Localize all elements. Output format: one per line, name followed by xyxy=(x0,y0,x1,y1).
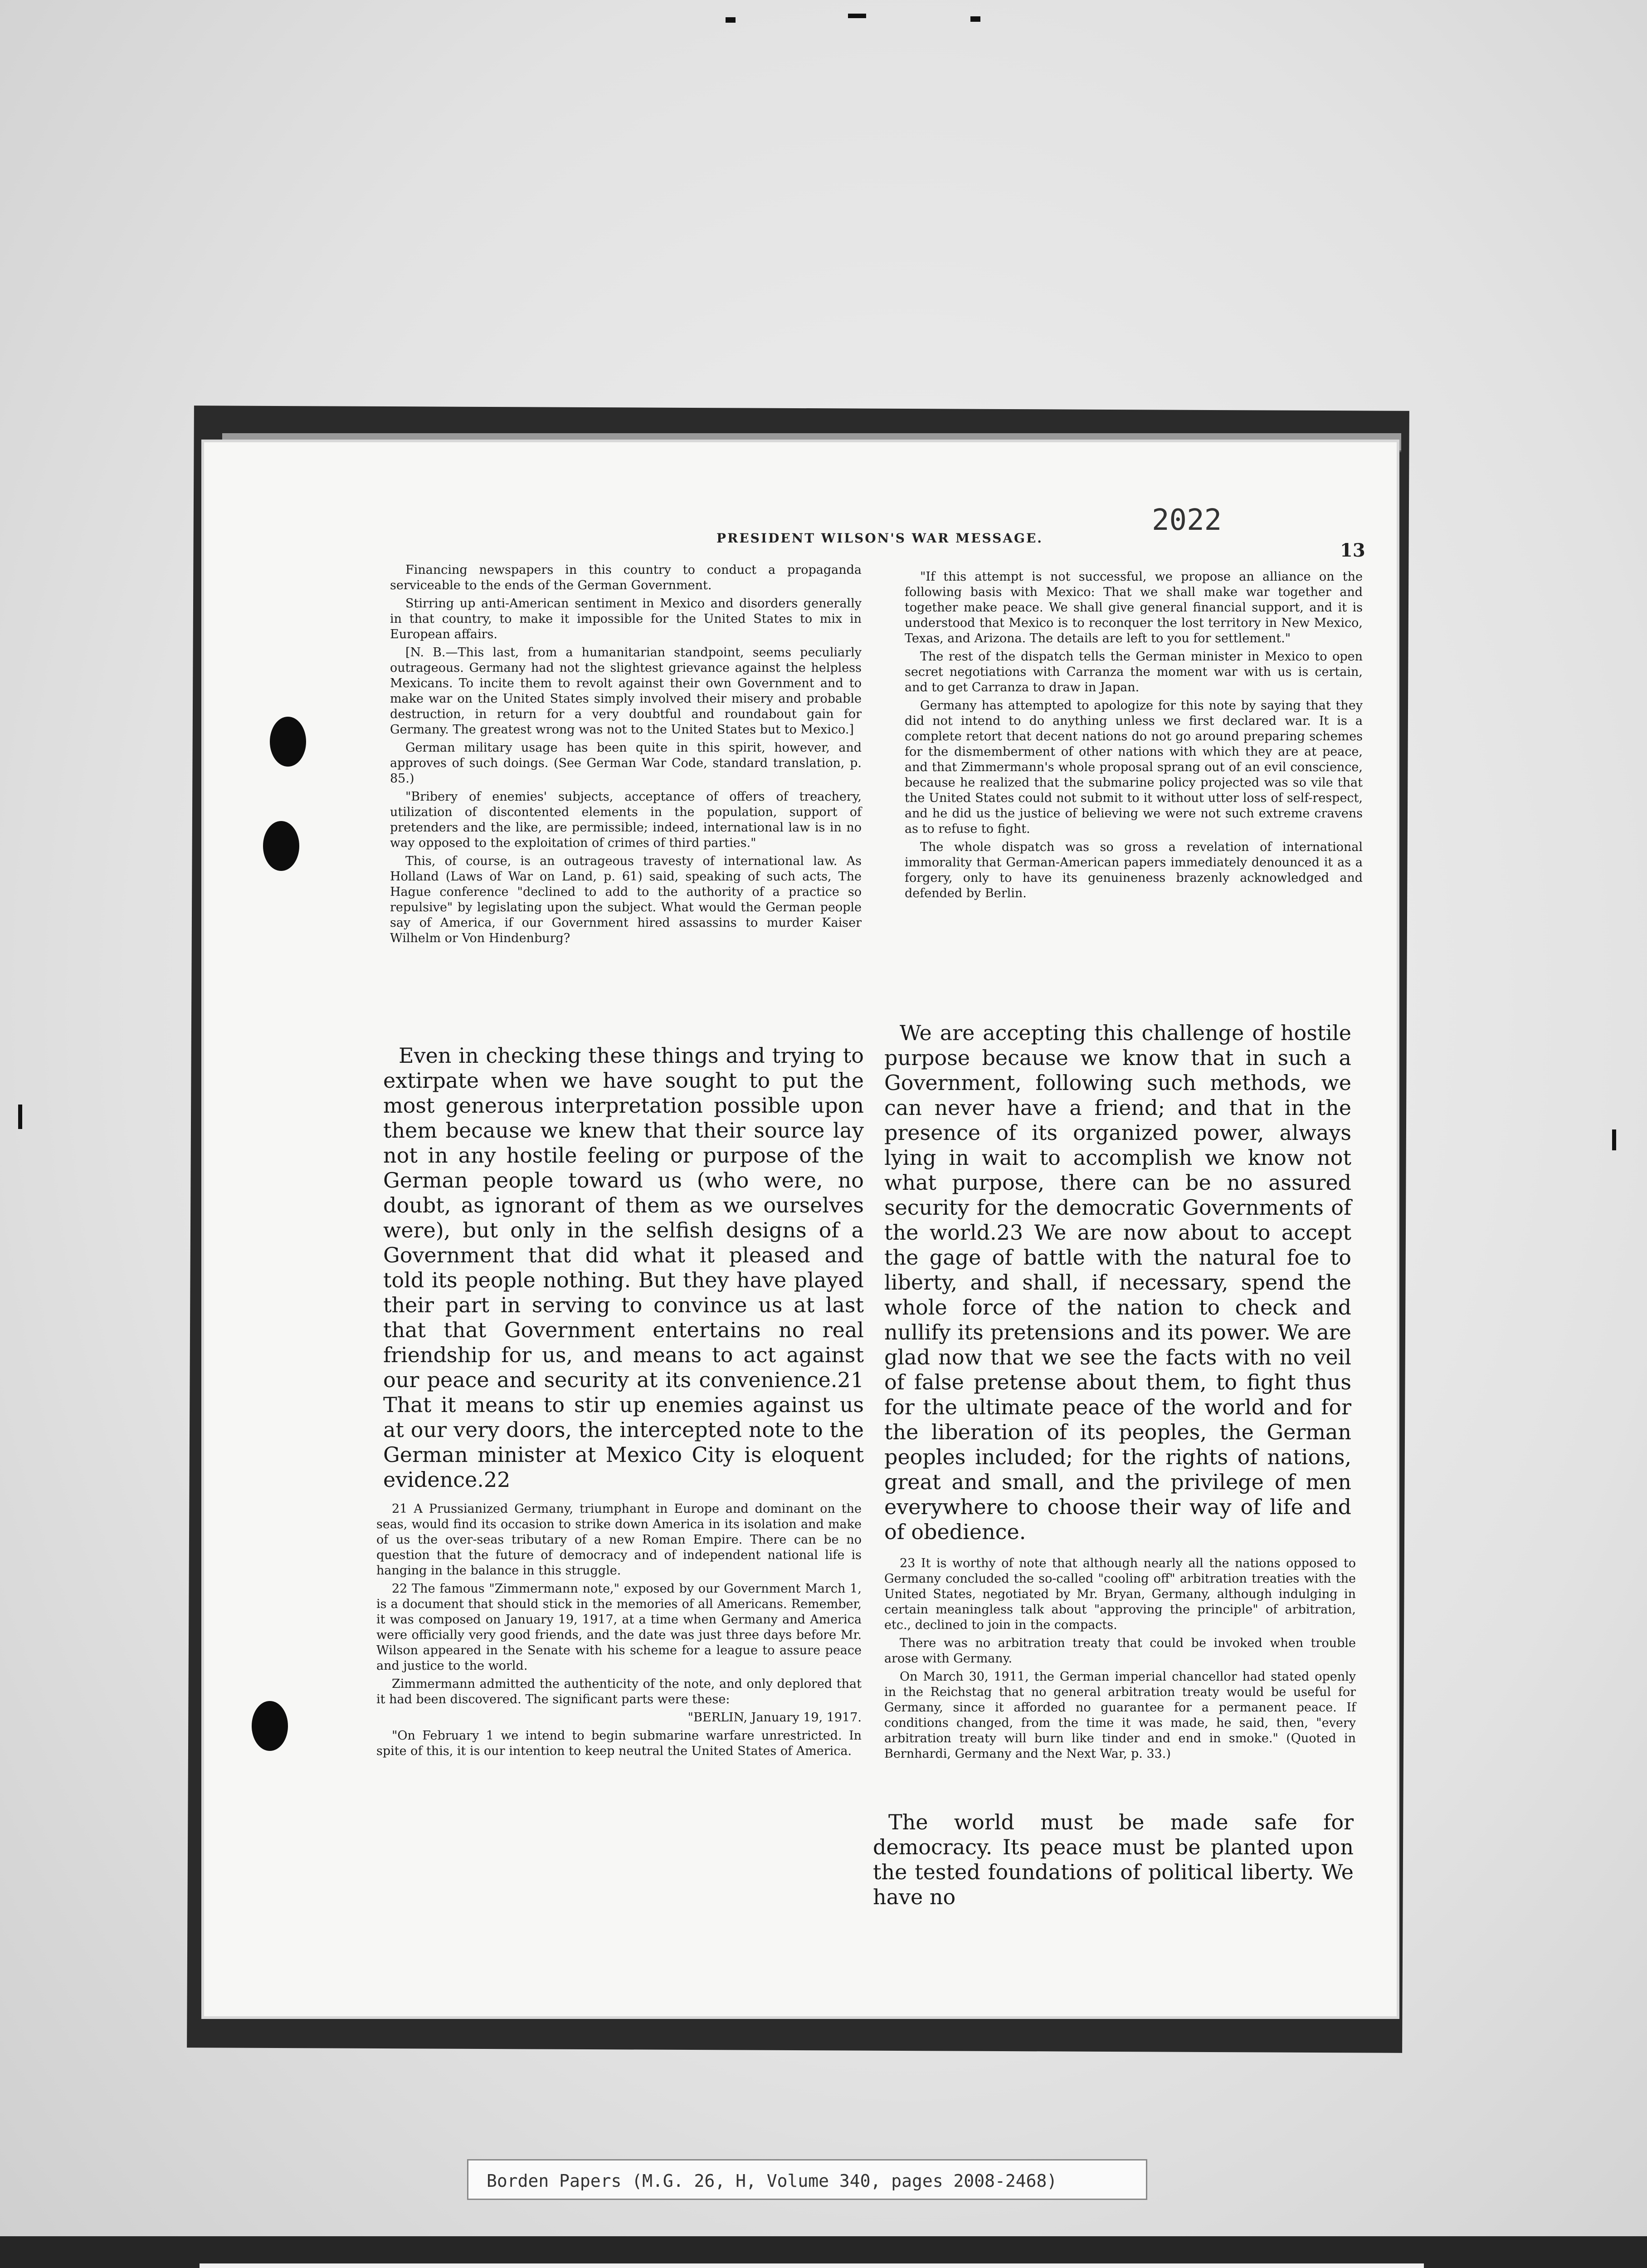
paragraph: Stirring up anti-American sentiment in Mexico and disorders generally in that country, to make it impossible for the United States to mix in European affairs. xyxy=(390,596,862,641)
footnote: 21 A Prussianized Germany, triumphant in Europe and dominant on the seas, would find its occasion to strike down America in its isolation and make of us the over-seas tributary of a new Roman Empire. There can be no question that the future of democracy and of independent national life is hanging in the balance in this struggle. xyxy=(376,1502,862,1578)
paragraph: The whole dispatch was so gross a revelation of international immorality that German-American papers immediately denounced it as a forgery, only to have its genuineness brazenly acknowledged and defended by Berlin. xyxy=(905,840,1363,900)
footnote: 22 The famous "Zimmermann note," exposed by our Government March 1, is a document that should stick in the memories of all Americans. Remember, it was composed on January 19, 1917, at a time when Germany and America were officially very good friends, and the date was just three days before Mr. Wilson appeared in the Senate with his scheme for a league to assure peace and justice to the world. xyxy=(376,1582,862,1673)
paragraph: [N. B.—This last, from a humanitarian standpoint, seems peculiarly outrageous. Germany had not the slightest grievance against the helpless Mexicans. To incite them to revolt against their own Government and to make war on the United States simply involved their misery and probable destruction, in return for a very doubtful and roundabout gain for Germany. The greatest wrong was not to the United States but to Mexico.] xyxy=(390,645,862,737)
footnote: 23 It is worthy of note that although nearly all the nations opposed to Germany concluded the so-called "cooling off" arbitration treaties with the United States, negotiated by Mr. Bryan, Germany, although indulging in certain meaningless talk about "approving the principle" of arbitration, etc., declined to join in the compacts. xyxy=(884,1556,1356,1632)
left-top-column xyxy=(390,562,862,949)
paragraph: This, of course, is an outrageous travesty of international law. As Holland (Laws of War on Land, p. 61) said, speaking of such acts, The Hague conference "declined to add to the authority of a practice so repulsive" by legislating upon the subject. What would the German people say of America, if our Government hired assassins to murder Kaiser Wilhelm or Von Hindenburg? xyxy=(390,854,862,945)
registration-mark xyxy=(1612,1129,1616,1150)
footnote: There was no arbitration treaty that could be invoked when trouble arose with Germany. xyxy=(884,1636,1356,1666)
page-number: 13 xyxy=(1340,540,1365,561)
paragraph: "If this attempt is not successful, we propose an alliance on the following basis with Mexico: That we shall make war together and together make peace. We shall give general financial support, and it is understood that Mexico is to reconquer the lost territory in New Mexico, Texas, and Arizona. The details are left to you for settlement." xyxy=(905,570,1363,645)
footnote: Zimmermann admitted the authenticity of the note, and only deplored that it had been discovered. The significant parts were these: xyxy=(376,1677,862,1706)
registration-mark xyxy=(848,14,866,18)
paragraph: German military usage has been quite in this spirit, however, and approves of such doings. (See German War Code, standard translation, p. 85.) xyxy=(390,741,862,786)
footnote: "On February 1 we intend to begin submarine warfare unrestricted. In spite of this, it is our intention to keep neutral the United States of America. xyxy=(376,1729,862,1758)
paragraph: We are accepting this challenge of hostile purpose because we know that in such a Government, following such methods, we can never have a friend; and that in the presence of its organized power, always lying in wait to accomplish we know not what purpose, there can be no assured security for the democratic Governments of the world.23 We are now about to accept the gage of battle with the natural foe to liberty, and shall, if necessary, spend the whole force of the nation to check and nullify its pretensions and its power. We are glad now that we see the facts with no veil of false pretense about them, to fight thus for the ultimate peace of the world and for the liberation of its peoples, the German peoples included; for the rights of nations, great and small, and the privilege of men everywhere to choose their way of life and of obedience. xyxy=(884,1021,1351,1544)
paragraph: The world must be made safe for democracy. Its peace must be planted upon the tested foundations of political liberty. We have no xyxy=(873,1810,1354,1909)
dateline: "BERLIN, January 19, 1917. xyxy=(687,1711,862,1725)
manuscript-number: 2022 xyxy=(1152,503,1222,537)
left-footnotes xyxy=(376,1501,862,1762)
right-top-column xyxy=(905,569,1363,904)
punch-hole xyxy=(252,1701,288,1751)
left-main-text xyxy=(383,1043,864,1495)
paragraph: Germany has attempted to apologize for this note by saying that they did not intend to do anything unless we first declared war. It is a complete retort that decent nations do not go around preparing schemes for the dismemberment of other nations with which they are at peace, and that Zimmermann's whole proposal sprang out of an evil conscience, because he realized that the submarine policy projected was so vile that the United States could not submit to it without utter loss of self-respect, and he did us the justice of believing we were not such extreme cravens as to refuse to fight. xyxy=(905,699,1363,836)
paragraph: Even in checking these things and trying to extirpate when we have sought to put the most generous interpretation possible upon them because we knew that their source lay not in any hostile feeling or purpose of the German people toward us (who were, no doubt, as ignorant of them as we ourselves were), but only in the selfish designs of a Government that did what it pleased and told its people nothing. But they have played their part in serving to convince us at last that that Government entertains no real friendship for us, and means to act against our peace and security at its convenience.21 That it means to stir up enemies against us at our very doors, the intercepted note to the German minister at Mexico City is eloquent evidence.22 xyxy=(383,1043,864,1492)
paragraph: The rest of the dispatch tells the German minister in Mexico to open secret negotiations with Carranza the moment war with us is certain, and to get Carranza to draw in Japan. xyxy=(905,650,1363,694)
registration-mark xyxy=(726,17,736,23)
right-footnotes xyxy=(884,1556,1356,1765)
paragraph: "Bribery of enemies' subjects, acceptance of offers of treachery, utilization of discontented elements in the population, support of pretenders and the like, are permissible; indeed, international law is in no way opposed to the exploitation of crimes of third parties." xyxy=(390,790,862,850)
paragraph: Financing newspapers in this country to conduct a propaganda serviceable to the ends of the German Government. xyxy=(390,563,862,592)
right-main-text xyxy=(884,1021,1351,1547)
punch-hole xyxy=(263,821,299,871)
collection-caption: Borden Papers (M.G. 26, H, Volume 340, pages 2008-2468) xyxy=(467,2159,1147,2200)
registration-mark xyxy=(970,16,980,22)
right-end-text xyxy=(873,1810,1354,1912)
archive-label xyxy=(200,2263,1424,2268)
registration-mark xyxy=(18,1105,22,1129)
punch-hole xyxy=(270,717,306,767)
running-head: PRESIDENT WILSON'S WAR MESSAGE. xyxy=(716,531,1043,546)
footnote: On March 30, 1911, the German imperial chancellor had stated openly in the Reichstag that no general arbitration treaty would be useful for Germany, since it afforded no guarantee for a permanent peace. If conditions changed, from the time it was made, he said, then, "every arbitration treaty will burn like tinder and end in smoke." (Quoted in Bernhardi, Germany and the Next War, p. 33.) xyxy=(884,1670,1356,1761)
